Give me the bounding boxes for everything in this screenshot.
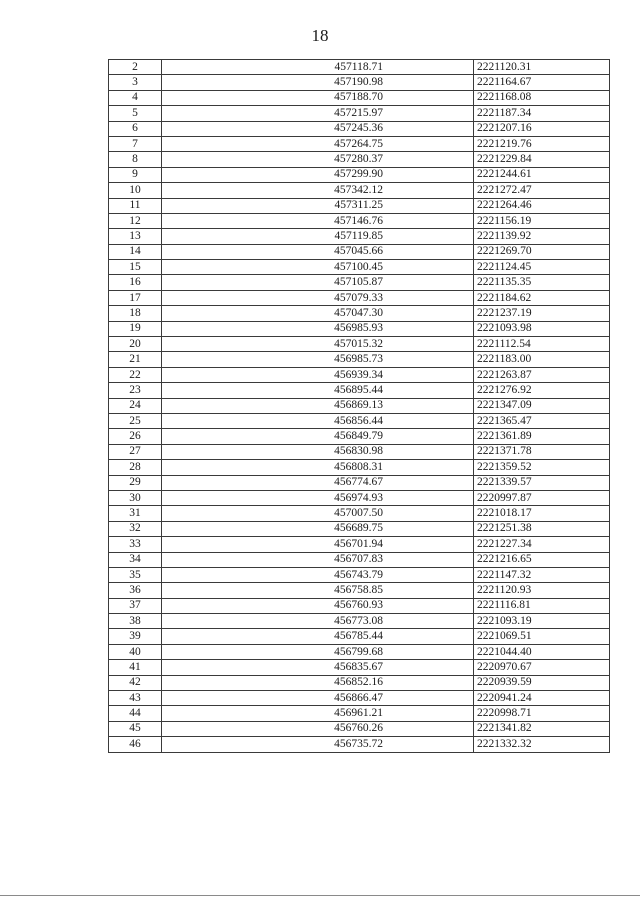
point-number-cell: 28	[109, 460, 162, 475]
point-number-cell: 23	[109, 383, 162, 398]
y-coordinate-cell: 2221044.40	[474, 644, 610, 659]
x-coordinate-cell: 457245.36	[162, 121, 474, 136]
point-number-cell: 35	[109, 567, 162, 582]
x-coordinate-cell: 456760.93	[162, 598, 474, 613]
point-number-cell: 22	[109, 367, 162, 382]
point-number-cell: 38	[109, 614, 162, 629]
x-coordinate-cell: 457299.90	[162, 167, 474, 182]
point-number-cell: 36	[109, 583, 162, 598]
y-coordinate-cell: 2221216.65	[474, 552, 610, 567]
point-number-cell: 20	[109, 337, 162, 352]
table-row	[109, 644, 610, 659]
point-number-cell: 44	[109, 706, 162, 721]
page-bottom-rule	[0, 895, 640, 896]
table-row	[109, 229, 610, 244]
x-coordinate-cell: 457264.75	[162, 136, 474, 151]
y-coordinate-cell: 2221069.51	[474, 629, 610, 644]
x-coordinate-cell: 456707.83	[162, 552, 474, 567]
table-row	[109, 213, 610, 228]
point-number-cell: 32	[109, 521, 162, 536]
x-coordinate-cell: 457280.37	[162, 152, 474, 167]
point-number-cell: 29	[109, 475, 162, 490]
x-coordinate-cell: 456830.98	[162, 444, 474, 459]
table-row	[109, 506, 610, 521]
point-number-cell: 33	[109, 537, 162, 552]
y-coordinate-cell: 2221184.62	[474, 290, 610, 305]
y-coordinate-cell: 2221120.93	[474, 583, 610, 598]
x-coordinate-cell: 456849.79	[162, 429, 474, 444]
table-row	[109, 614, 610, 629]
y-coordinate-cell: 2221120.31	[474, 60, 610, 75]
y-coordinate-cell: 2221229.84	[474, 152, 610, 167]
point-number-cell: 8	[109, 152, 162, 167]
point-number-cell: 11	[109, 198, 162, 213]
y-coordinate-cell: 2220998.71	[474, 706, 610, 721]
x-coordinate-cell: 456895.44	[162, 383, 474, 398]
table-row	[109, 460, 610, 475]
table-row	[109, 321, 610, 336]
x-coordinate-cell: 456939.34	[162, 367, 474, 382]
table-row	[109, 121, 610, 136]
point-number-cell: 25	[109, 413, 162, 428]
x-coordinate-cell: 456808.31	[162, 460, 474, 475]
y-coordinate-cell: 2221135.35	[474, 275, 610, 290]
y-coordinate-cell: 2221093.98	[474, 321, 610, 336]
point-number-cell: 16	[109, 275, 162, 290]
table-row	[109, 475, 610, 490]
point-number-cell: 42	[109, 675, 162, 690]
y-coordinate-cell: 2221139.92	[474, 229, 610, 244]
table-row	[109, 567, 610, 582]
point-number-cell: 46	[109, 737, 162, 752]
table-row	[109, 306, 610, 321]
y-coordinate-cell: 2221018.17	[474, 506, 610, 521]
x-coordinate-cell: 457045.66	[162, 244, 474, 259]
y-coordinate-cell: 2221359.52	[474, 460, 610, 475]
x-coordinate-cell: 456785.44	[162, 629, 474, 644]
x-coordinate-cell: 456856.44	[162, 413, 474, 428]
x-coordinate-cell: 457215.97	[162, 106, 474, 121]
table-row	[109, 429, 610, 444]
table-row	[109, 167, 610, 182]
x-coordinate-cell: 457146.76	[162, 213, 474, 228]
x-coordinate-cell: 456985.73	[162, 352, 474, 367]
x-coordinate-cell: 456701.94	[162, 537, 474, 552]
y-coordinate-cell: 2221164.67	[474, 75, 610, 90]
point-number-cell: 39	[109, 629, 162, 644]
x-coordinate-cell: 457188.70	[162, 90, 474, 105]
point-number-cell: 6	[109, 121, 162, 136]
x-coordinate-cell: 457079.33	[162, 290, 474, 305]
y-coordinate-cell: 2221147.32	[474, 567, 610, 582]
y-coordinate-cell: 2221251.38	[474, 521, 610, 536]
y-coordinate-cell: 2221264.46	[474, 198, 610, 213]
x-coordinate-cell: 457118.71	[162, 60, 474, 75]
y-coordinate-cell: 2221365.47	[474, 413, 610, 428]
table-row	[109, 521, 610, 536]
point-number-cell: 27	[109, 444, 162, 459]
table-row	[109, 106, 610, 121]
table-row	[109, 583, 610, 598]
y-coordinate-cell: 2220997.87	[474, 490, 610, 505]
point-number-cell: 19	[109, 321, 162, 336]
y-coordinate-cell: 2221341.82	[474, 721, 610, 736]
y-coordinate-cell: 2220970.67	[474, 660, 610, 675]
table-row	[109, 275, 610, 290]
y-coordinate-cell: 2221168.08	[474, 90, 610, 105]
table-row	[109, 552, 610, 567]
point-number-cell: 13	[109, 229, 162, 244]
x-coordinate-cell: 457100.45	[162, 260, 474, 275]
point-number-cell: 45	[109, 721, 162, 736]
y-coordinate-cell: 2221124.45	[474, 260, 610, 275]
x-coordinate-cell: 456835.67	[162, 660, 474, 675]
x-coordinate-cell: 457015.32	[162, 337, 474, 352]
point-number-cell: 12	[109, 213, 162, 228]
point-number-cell: 40	[109, 644, 162, 659]
table-row	[109, 260, 610, 275]
point-number-cell: 43	[109, 691, 162, 706]
x-coordinate-cell: 457311.25	[162, 198, 474, 213]
x-coordinate-cell: 456743.79	[162, 567, 474, 582]
y-coordinate-cell: 2221371.78	[474, 444, 610, 459]
table-row	[109, 136, 610, 151]
coordinates-table	[108, 59, 610, 753]
x-coordinate-cell: 456760.26	[162, 721, 474, 736]
table-row	[109, 490, 610, 505]
table-row	[109, 598, 610, 613]
point-number-cell: 37	[109, 598, 162, 613]
table-row	[109, 444, 610, 459]
y-coordinate-cell: 2221332.32	[474, 737, 610, 752]
y-coordinate-cell: 2221156.19	[474, 213, 610, 228]
x-coordinate-cell: 457190.98	[162, 75, 474, 90]
y-coordinate-cell: 2221276.92	[474, 383, 610, 398]
x-coordinate-cell: 456758.85	[162, 583, 474, 598]
table-row	[109, 75, 610, 90]
table-row	[109, 90, 610, 105]
x-coordinate-cell: 457007.50	[162, 506, 474, 521]
table-row	[109, 152, 610, 167]
y-coordinate-cell: 2221219.76	[474, 136, 610, 151]
table-row	[109, 706, 610, 721]
table-row	[109, 367, 610, 382]
x-coordinate-cell: 456869.13	[162, 398, 474, 413]
table-row	[109, 629, 610, 644]
point-number-cell: 15	[109, 260, 162, 275]
y-coordinate-cell: 2221207.16	[474, 121, 610, 136]
x-coordinate-cell: 456774.67	[162, 475, 474, 490]
table-row	[109, 337, 610, 352]
table-row	[109, 660, 610, 675]
point-number-cell: 14	[109, 244, 162, 259]
point-number-cell: 34	[109, 552, 162, 567]
point-number-cell: 10	[109, 183, 162, 198]
point-number-cell: 26	[109, 429, 162, 444]
x-coordinate-cell: 456735.72	[162, 737, 474, 752]
table-row	[109, 691, 610, 706]
point-number-cell: 41	[109, 660, 162, 675]
y-coordinate-cell: 2221263.87	[474, 367, 610, 382]
y-coordinate-cell: 2221237.19	[474, 306, 610, 321]
y-coordinate-cell: 2221361.89	[474, 429, 610, 444]
page-number: 18	[311, 26, 329, 45]
y-coordinate-cell: 2221187.34	[474, 106, 610, 121]
table-row	[109, 290, 610, 305]
coordinates-table-body	[109, 60, 610, 753]
point-number-cell: 9	[109, 167, 162, 182]
table-row	[109, 244, 610, 259]
point-number-cell: 21	[109, 352, 162, 367]
y-coordinate-cell: 2220939.59	[474, 675, 610, 690]
table-row	[109, 60, 610, 75]
point-number-cell: 5	[109, 106, 162, 121]
point-number-cell: 4	[109, 90, 162, 105]
table-row	[109, 352, 610, 367]
point-number-cell: 7	[109, 136, 162, 151]
y-coordinate-cell: 2221244.61	[474, 167, 610, 182]
point-number-cell: 31	[109, 506, 162, 521]
table-row	[109, 383, 610, 398]
x-coordinate-cell: 456866.47	[162, 691, 474, 706]
y-coordinate-cell: 2221227.34	[474, 537, 610, 552]
y-coordinate-cell: 2220941.24	[474, 691, 610, 706]
x-coordinate-cell: 456852.16	[162, 675, 474, 690]
y-coordinate-cell: 2221269.70	[474, 244, 610, 259]
table-row	[109, 737, 610, 752]
point-number-cell: 3	[109, 75, 162, 90]
y-coordinate-cell: 2221183.00	[474, 352, 610, 367]
x-coordinate-cell: 456985.93	[162, 321, 474, 336]
x-coordinate-cell: 456799.68	[162, 644, 474, 659]
point-number-cell: 30	[109, 490, 162, 505]
point-number-cell: 2	[109, 60, 162, 75]
x-coordinate-cell: 457047.30	[162, 306, 474, 321]
x-coordinate-cell: 456974.93	[162, 490, 474, 505]
point-number-cell: 17	[109, 290, 162, 305]
point-number-cell: 24	[109, 398, 162, 413]
x-coordinate-cell: 456773.08	[162, 614, 474, 629]
y-coordinate-cell: 2221347.09	[474, 398, 610, 413]
x-coordinate-cell: 457119.85	[162, 229, 474, 244]
table-row	[109, 198, 610, 213]
table-row	[109, 537, 610, 552]
x-coordinate-cell: 456961.21	[162, 706, 474, 721]
table-row	[109, 413, 610, 428]
y-coordinate-cell: 2221272.47	[474, 183, 610, 198]
table-row	[109, 675, 610, 690]
x-coordinate-cell: 456689.75	[162, 521, 474, 536]
y-coordinate-cell: 2221339.57	[474, 475, 610, 490]
table-row	[109, 398, 610, 413]
point-number-cell: 18	[109, 306, 162, 321]
y-coordinate-cell: 2221116.81	[474, 598, 610, 613]
y-coordinate-cell: 2221112.54	[474, 337, 610, 352]
y-coordinate-cell: 2221093.19	[474, 614, 610, 629]
table-row	[109, 183, 610, 198]
table-row	[109, 721, 610, 736]
x-coordinate-cell: 457105.87	[162, 275, 474, 290]
x-coordinate-cell: 457342.12	[162, 183, 474, 198]
